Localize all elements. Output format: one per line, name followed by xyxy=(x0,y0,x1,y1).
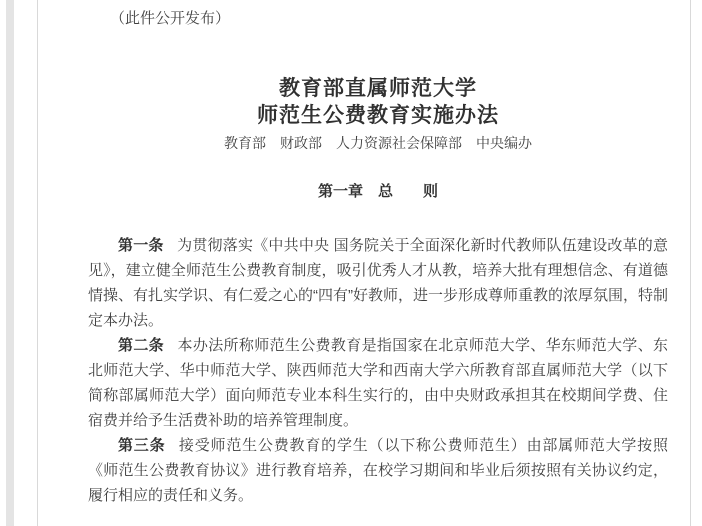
article-1-number: 第一条 xyxy=(118,237,164,254)
article-2-number: 第二条 xyxy=(118,337,165,354)
article-1 xyxy=(88,233,668,333)
issuing-agencies: 教育部 财政部 人力资源社会保障部 中央编办 xyxy=(224,135,532,151)
document-title-line-2: 师范生公费教育实施办法 xyxy=(257,104,499,127)
document-body xyxy=(88,233,668,508)
right-border-line xyxy=(690,0,691,526)
publish-note: （此件公开发布） xyxy=(110,10,231,27)
article-3 xyxy=(88,433,668,508)
chapter-heading: 第一章 总 则 xyxy=(317,183,438,200)
left-border-line xyxy=(37,0,38,526)
document-title xyxy=(88,75,668,129)
article-2-text: 本办法所称师范生公费教育是指国家在北京师范大学、华东师范大学、东北师范大学、华中师范大学、陕西师范大学和西南大学六所教育部直属师范大学（以下简称部属师范大学）面向师范专业本科生实行的，由中央财政承担其在校期间学费、住宿费并给予生活费补助的培养管理制度。 xyxy=(88,337,668,429)
article-2 xyxy=(88,333,668,433)
document-title-line-1: 教育部直属师范大学 xyxy=(279,77,477,100)
document-content xyxy=(88,0,668,508)
article-1-text: 为贯彻落实《中共中央 国务院关于全面深化新时代教师队伍建设改革的意见》，建立健全师范生公费教育制度，吸引优秀人才从教，培养大批有理想信念、有道德情操、有扎实学识、有仁爱之心的“四有”好教师，进一步形成尊师重教的浓厚氛围，特制定本办法。 xyxy=(88,237,668,329)
article-3-number: 第三条 xyxy=(118,437,166,454)
article-3-text: 接受师范生公费教育的学生（以下称公费师范生）由部属师范大学按照《师范生公费教育协议》进行教育培养，在校学习期间和毕业后须按照有关协议约定，履行相应的责任和义务。 xyxy=(88,437,668,504)
left-gray-band xyxy=(6,0,14,526)
